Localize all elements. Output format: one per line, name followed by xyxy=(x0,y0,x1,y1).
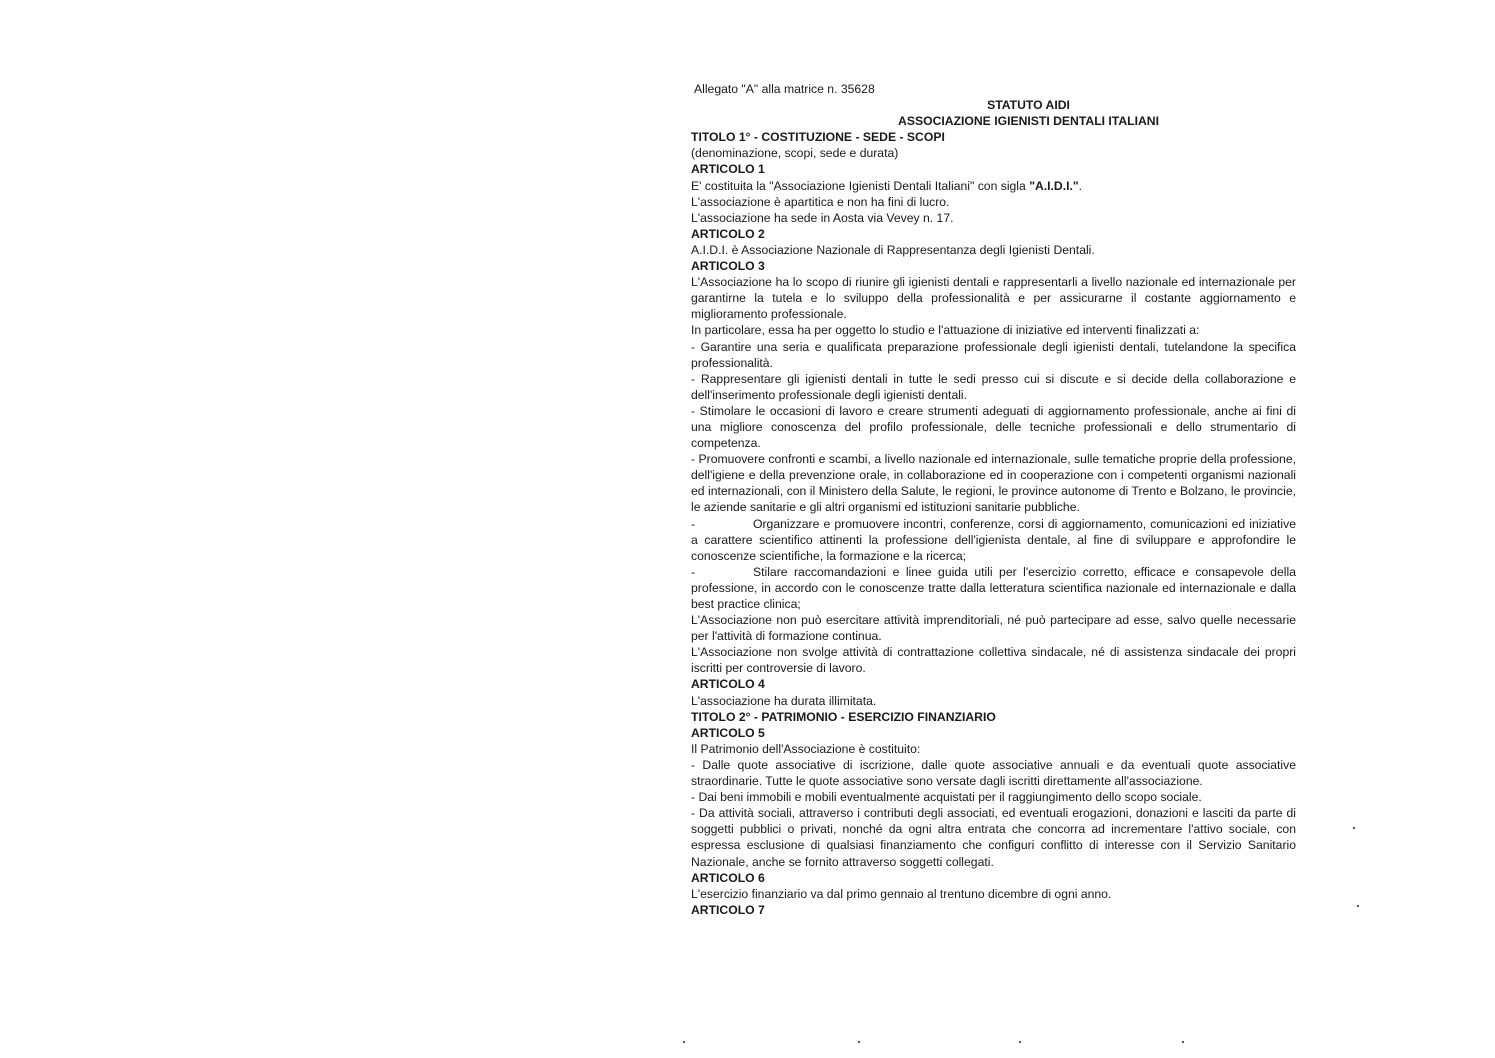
statute-page xyxy=(691,81,1296,918)
article-3-paragraph-3: L'Associazione non può esercitare attività imprenditoriali, né può partecipare ad esse, salvo quelle necessarie per l'attività di formazione continua. xyxy=(691,613,1296,644)
annex-line: Allegato "A" alla matrice n. 35628 xyxy=(694,82,875,96)
scan-speck xyxy=(1182,1041,1184,1043)
article-4-heading: ARTICOLO 4 xyxy=(691,677,765,692)
article-3-bullet-2: - Rappresentare gli igienisti dentali in tutte le sedi presso cui si discute e si decide della collaborazione e dell'inserimento professionale degli igienisti dentali. xyxy=(691,371,1296,402)
article-3-bullet-6 xyxy=(691,564,1296,612)
bullet-dash: - xyxy=(691,516,696,531)
article-3-bullet-5 xyxy=(691,516,1296,564)
article-1-heading: ARTICOLO 1 xyxy=(691,162,765,177)
article-1-text: E' costituita la "Associazione Igienisti Dentali Italiani" con sigla xyxy=(691,178,1030,193)
period: . xyxy=(1078,178,1083,193)
titolo-2-heading: TITOLO 2° - PATRIMONIO - ESERCIZIO FINANZIARIO xyxy=(691,709,996,724)
article-2-heading: ARTICOLO 2 xyxy=(691,226,765,241)
association-name: ASSOCIAZIONE IGIENISTI DENTALI ITALIANI xyxy=(898,114,1159,129)
article-3-bullet-4: - Promuovere confronti e scambi, a livello nazionale ed internazionale, sulle tematiche proprie della professione, dell'igiene e della prevenzione orale, in collaborazione ed in cooperazione con i competenti organismi nazionali ed internazionali, con il Ministero della Salute, le regioni, le province autonome di Trento e Bolzano, le provincie, le aziende sanitarie e gli altri organismi ed istituzioni sanitarie pubbliche. xyxy=(691,452,1296,515)
article-5-bullet-1: - Dalle quote associative di iscrizione, dalle quote associative annuali e da eventuali quote associative straordinarie. Tutte le quote associative sono versate dagli iscritti direttamente all'associazione. xyxy=(691,757,1296,789)
scan-speck xyxy=(1019,1041,1021,1043)
bullet-dash: - xyxy=(691,564,696,579)
scan-speck xyxy=(1357,905,1359,907)
statute-title: STATUTO AIDI xyxy=(987,98,1070,113)
article-3-bullet-1: - Garantire una seria e qualificata preparazione professionale degli igienisti dentali, tutelandone la specifica professionalità. xyxy=(691,339,1296,370)
article-6-heading: ARTICOLO 6 xyxy=(691,870,765,885)
acronym: "A.I.D.I." xyxy=(1029,178,1079,193)
bullet-text: Stilare raccomandazioni e linee guida utili per l'esercizio corretto, efficace e consapevole della professione, in accordo con le conoscenze tratte dalla letteratura scientifica nazionale ed internazionale e dalla best practice clinica; xyxy=(691,564,1296,611)
titolo-1-subheading: (denominazione, scopi, sede e durata) xyxy=(691,146,899,161)
article-1-line-3: L'associazione ha sede in Aosta via Vevey n. 17. xyxy=(691,210,954,225)
article-1-line-2: L'associazione è apartitica e non ha fini di lucro. xyxy=(691,194,950,209)
bullet-text: Organizzare e promuovere incontri, conferenze, corsi di aggiornamento, comunicazioni ed iniziative a carattere scientifico attinenti la professione dell'igienista dentale, al fine di sviluppare e approfondire le conoscenze scientifiche, la formazione e la ricerca; xyxy=(691,516,1296,563)
article-3-bullet-3: - Stimolare le occasioni di lavoro e creare strumenti adeguati di aggiornamento professionale, anche ai fini di una migliore conoscenza del profilo professionale, delle tecniche professionali e dello strumentario di competenza. xyxy=(691,403,1296,451)
article-5-line-1: Il Patrimonio dell'Associazione è costituito: xyxy=(691,741,921,756)
article-6-line-1: L'esercizio finanziario va dal primo gennaio al trentuno dicembre di ogni anno. xyxy=(691,886,1112,901)
article-1-line-1 xyxy=(691,178,1296,194)
article-7-heading: ARTICOLO 7 xyxy=(691,902,765,917)
article-5-heading: ARTICOLO 5 xyxy=(691,725,765,740)
scan-speck xyxy=(683,1041,685,1043)
article-3-paragraph-4: L'Associazione non svolge attività di contrattazione collettiva sindacale, né di assistenza sindacale dei propri iscritti per controversie di lavoro. xyxy=(691,645,1296,676)
article-3-heading: ARTICOLO 3 xyxy=(691,259,765,274)
titolo-1-heading: TITOLO 1° - COSTITUZIONE - SEDE - SCOPI xyxy=(691,130,945,145)
article-5-bullet-2: - Dai beni immobili e mobili eventualmente acquistati per il raggiungimento dello scopo sociale. xyxy=(691,790,1202,805)
article-5-bullet-3: - Da attività sociali, attraverso i contributi degli associati, ed eventuali erogazioni, donazioni e lasciti da parte di soggetti pubblici o privati, nonché da ogni altra entrata che concorra ad incrementare l'attivo sociale, con espressa esclusione di qualsiasi finanziamento che configuri conflitto di interesse con il Servizio Sanitario Nazionale, anche se fornito attraverso soggetti collegati. xyxy=(691,806,1296,869)
scan-speck xyxy=(1353,827,1355,829)
article-2-line-1: A.I.D.I. è Associazione Nazionale di Rappresentanza degli Igienisti Dentali. xyxy=(691,242,1095,257)
article-3-paragraph-2: In particolare, essa ha per oggetto lo studio e l'attuazione di iniziative ed interventi finalizzati a: xyxy=(691,323,1200,338)
article-4-line-1: L'associazione ha durata illimitata. xyxy=(691,693,877,708)
article-3-paragraph-1: L'Associazione ha lo scopo di riunire gli igienisti dentali e rappresentarli a livello nazionale ed internazionale per garantirne la tutela e lo sviluppo della professionalità e per assicurarne il costante aggiornamento e miglioramento professionale. xyxy=(691,275,1296,322)
scan-speck xyxy=(858,1041,860,1043)
